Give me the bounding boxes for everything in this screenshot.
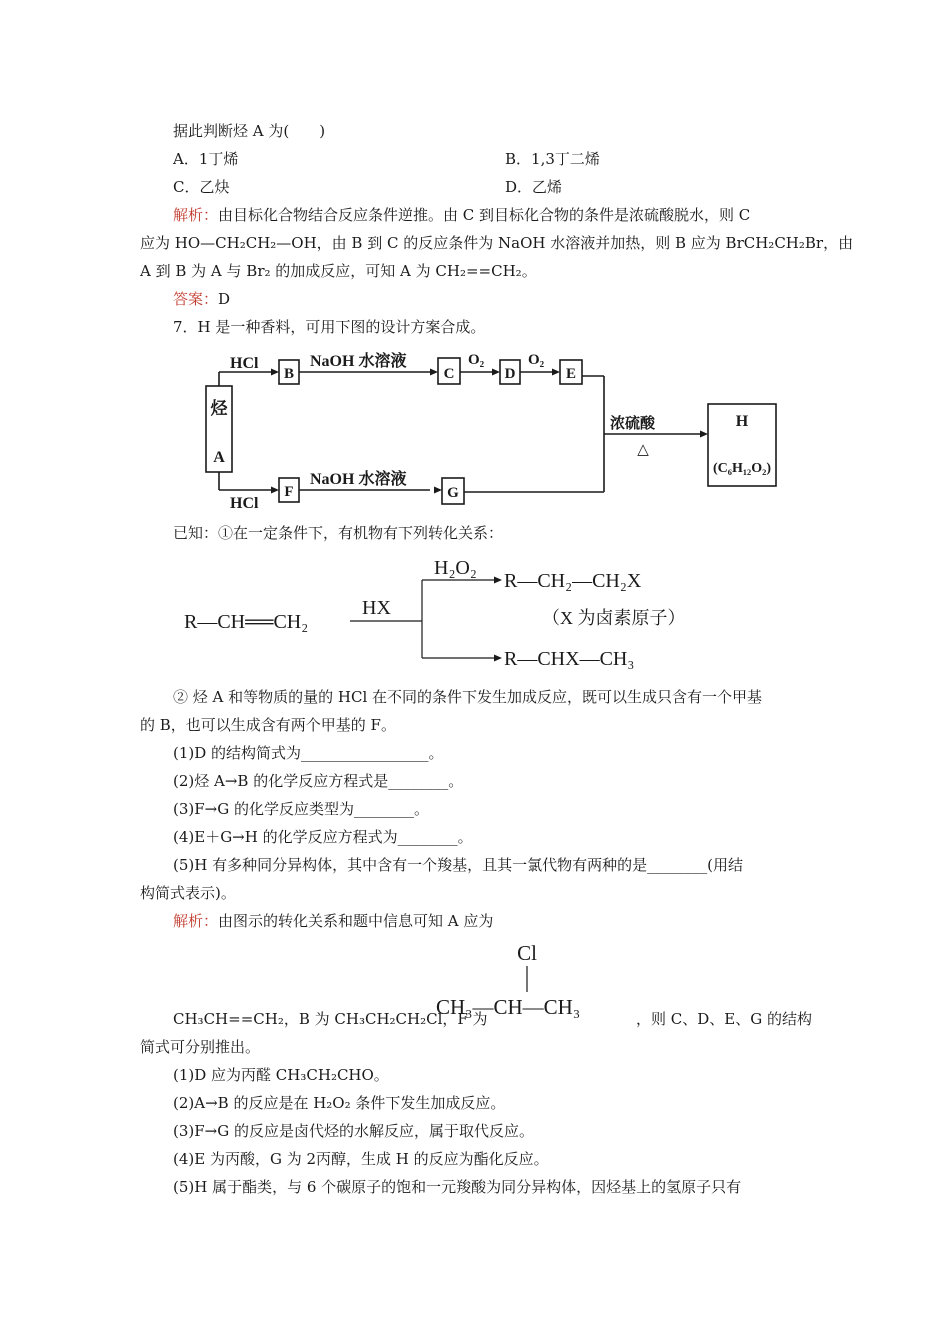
h-formula: (C₆H₁₂O₂) — [712, 461, 772, 476]
reagent-naoh-top: NaOH 水溶液 — [310, 353, 407, 370]
known-reagent-hx: HX — [362, 597, 391, 619]
answer-line — [173, 288, 230, 310]
reagent-hcl-top: HCl — [230, 355, 259, 372]
known-product-2: R—CHX—CH₃ — [504, 648, 635, 670]
analysis-2-line-2b: ，则 C、D、E、G 的结构 — [636, 1010, 812, 1028]
reagent-o2-2: O₂ — [528, 352, 545, 368]
heat-symbol: △ — [637, 442, 649, 458]
analysis-1-line-1 — [173, 204, 750, 226]
known-product-1: R—CH₂—CH₂X — [504, 570, 642, 592]
label-d: D — [504, 366, 516, 382]
label-b: B — [283, 366, 295, 382]
answer-value: D — [218, 290, 231, 308]
option-a: A．1丁烯 — [173, 150, 239, 168]
known-1: 已知：①在一定条件下，有机物有下列转化关系： — [173, 524, 504, 542]
analysis-2-line-3: 简式可分别推出。 — [140, 1038, 261, 1056]
label-h: H — [735, 413, 749, 430]
known-note: （X 为卤素原子） — [542, 608, 686, 628]
reagent-naoh-bottom: NaOH 水溶液 — [310, 471, 407, 488]
analysis-item-5: (5)H 属于酯类，与 6 个碳原子的饱和一元羧酸为同分异构体，因烃基上的氢原子只有 — [173, 1178, 742, 1196]
reagent-conc-h2so4: 浓硫酸 — [610, 416, 656, 432]
structure-chain: CH₃—CH—CH₃ — [436, 995, 581, 1019]
structure-cl: Cl — [517, 941, 537, 965]
reagent-o2-1: O₂ — [468, 352, 485, 368]
question-4: (4)E＋G→H 的化学反应方程式为________。 — [173, 828, 473, 846]
question-5: (5)H 有多种同分异构体，其中含有一个羧基，且其一氯代物有两种的是________(用结 — [173, 856, 743, 874]
label-e: E — [565, 366, 577, 382]
option-c: C．乙炔 — [173, 178, 230, 196]
option-b: B．1,3丁二烯 — [505, 150, 600, 168]
analysis-1-line-3: A 到 B 为 A 与 Br₂ 的加成反应，可知 A 为 CH₂==CH₂。 — [140, 262, 537, 280]
analysis-label: 解析： — [173, 206, 219, 224]
analysis-1-line-2: 应为 HO—CH₂CH₂—OH，由 B 到 C 的反应条件为 NaOH 水溶液并加热，则 B 应为 BrCH₂CH₂Br，由 — [140, 234, 854, 252]
question-1: (1)D 的结构简式为_________________。 — [173, 744, 444, 762]
question-5-cont: 构简式表示)。 — [140, 884, 236, 902]
analysis-2-line-2a: CH₃CH==CH₂，B 为 CH₃CH₂CH₂Cl，F 为 — [173, 1010, 488, 1028]
answer-label: 答案： — [173, 290, 219, 308]
analysis-item-4: (4)E 为丙酸，G 为 2丙醇，生成 H 的反应为酯化反应。 — [173, 1150, 549, 1168]
analysis-2-text: 由图示的转化关系和题中信息可知 A 应为 — [218, 912, 494, 930]
synthesis-scheme — [200, 344, 790, 512]
question-2: (2)烃 A→B 的化学反应方程式是________。 — [173, 772, 464, 790]
intro-text: 据此判断烃 A 为( ) — [173, 122, 326, 140]
option-d: D．乙烯 — [505, 178, 563, 196]
question-7-stem: 7．H 是一种香料，可用下图的设计方案合成。 — [173, 318, 486, 336]
label-a-line-2: A — [213, 449, 225, 466]
known-reaction-scheme — [180, 550, 740, 680]
known-reactant: R—CH══CH₂ — [184, 611, 309, 633]
known-2-line-2: 的 B，也可以生成含有两个甲基的 F。 — [140, 716, 396, 734]
label-f: F — [284, 484, 294, 500]
question-3: (3)F→G 的化学反应类型为________。 — [173, 800, 429, 818]
label-c: C — [443, 366, 455, 382]
reagent-hcl-bottom: HCl — [230, 495, 259, 512]
label-a-line-1: 烃 — [210, 399, 228, 418]
analysis-2-line-1 — [173, 910, 493, 932]
analysis-text: 由目标化合物结合反应条件逆推。由 C 到目标化合物的条件是浓硫酸脱水，则 C — [218, 206, 751, 224]
analysis-2-label: 解析： — [173, 912, 219, 930]
analysis-item-3: (3)F→G 的反应是卤代烃的水解反应，属于取代反应。 — [173, 1122, 534, 1140]
known-condition-h2o2: H₂O₂ — [434, 557, 477, 579]
analysis-item-1: (1)D 应为丙醛 CH₃CH₂CHO。 — [173, 1066, 389, 1084]
known-2-line-1: ② 烃 A 和等物质的量的 HCl 在不同的条件下发生加成反应，既可以生成只含有一个甲基 — [173, 688, 763, 706]
analysis-item-2: (2)A→B 的反应是在 H₂O₂ 条件下发生加成反应。 — [173, 1094, 506, 1112]
label-g: G — [447, 485, 459, 501]
